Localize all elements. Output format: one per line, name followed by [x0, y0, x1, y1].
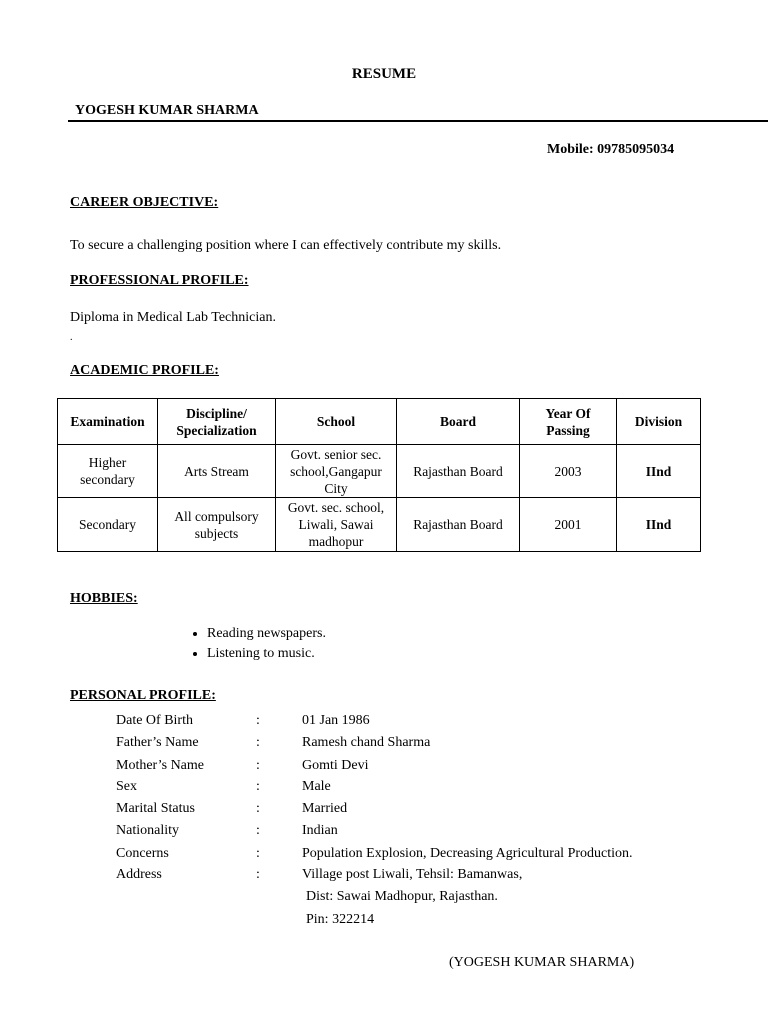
personal-label: Nationality	[116, 823, 179, 838]
hobbies-heading: HOBBIES:	[70, 591, 138, 606]
personal-colon: :	[256, 823, 260, 838]
personal-colon: :	[256, 735, 260, 750]
table-row	[58, 445, 701, 498]
personal-colon: :	[256, 801, 260, 816]
personal-value: Indian	[302, 823, 338, 838]
name-divider	[68, 120, 768, 122]
personal-label: Concerns	[116, 846, 169, 861]
table-header-cell: Year Of Passing	[520, 399, 617, 445]
table-header-cell: Division	[617, 399, 701, 445]
personal-value: 01 Jan 1986	[302, 713, 370, 728]
personal-value: Population Explosion, Decreasing Agricultural Production.	[302, 846, 633, 861]
table-cell: IInd	[617, 498, 701, 552]
list-item: • Reading newspapers.	[207, 624, 326, 644]
table-header-cell: Discipline/ Specialization	[158, 399, 276, 445]
career-objective-heading: CAREER OBJECTIVE:	[70, 195, 219, 210]
personal-value: Male	[302, 779, 331, 794]
personal-value: Married	[302, 801, 348, 816]
personal-label: Date Of Birth	[116, 713, 193, 728]
list-item: • Listening to music.	[207, 644, 326, 664]
hobbies-list	[187, 624, 326, 664]
table-cell: Rajasthan Board	[397, 498, 520, 552]
table-header-cell: Examination	[58, 399, 158, 445]
personal-value: Village post Liwali, Tehsil: Bamanwas,	[302, 867, 523, 882]
table-cell: IInd	[617, 445, 701, 498]
academic-table	[57, 398, 701, 552]
table-cell: 2001	[520, 498, 617, 552]
personal-label: Mother’s Name	[116, 758, 204, 773]
address-line-2: Dist: Sawai Madhopur, Rajasthan.	[306, 889, 498, 904]
page-title: RESUME	[351, 66, 417, 82]
mobile-number: Mobile: 09785095034	[547, 142, 675, 157]
table-header-cell: School	[276, 399, 397, 445]
career-objective-text: To secure a challenging position where I can effectively contribute my skills.	[70, 238, 502, 253]
table-cell: Secondary	[58, 498, 158, 552]
table-row	[58, 498, 701, 552]
table-cell: Rajasthan Board	[397, 445, 520, 498]
academic-profile-heading: ACADEMIC PROFILE:	[70, 363, 219, 378]
professional-profile-text: Diploma in Medical Lab Technician.	[70, 310, 276, 325]
personal-colon: :	[256, 713, 260, 728]
table-cell: Govt. sec. school, Liwali, Sawai madhopur	[276, 498, 397, 552]
personal-label: Marital Status	[116, 801, 195, 816]
signature: (YOGESH KUMAR SHARMA)	[449, 955, 635, 970]
personal-value: Gomti Devi	[302, 758, 369, 773]
personal-colon: :	[256, 867, 260, 882]
table-header-row	[58, 399, 701, 445]
personal-profile-heading: PERSONAL PROFILE:	[70, 688, 216, 703]
personal-label: Address	[116, 867, 162, 882]
personal-colon: :	[256, 758, 260, 773]
personal-colon: :	[256, 846, 260, 861]
table-header-cell: Board	[397, 399, 520, 445]
stray-dot: .	[70, 332, 73, 343]
table-cell: All compulsory subjects	[158, 498, 276, 552]
personal-label: Father’s Name	[116, 735, 199, 750]
professional-profile-heading: PROFESSIONAL PROFILE:	[70, 273, 249, 288]
table-cell: Arts Stream	[158, 445, 276, 498]
table-cell: Govt. senior sec. school,Gangapur City	[276, 445, 397, 498]
personal-colon: :	[256, 779, 260, 794]
personal-label: Sex	[116, 779, 137, 794]
address-line-3: Pin: 322214	[306, 912, 375, 927]
table-cell: Higher secondary	[58, 445, 158, 498]
table-cell: 2003	[520, 445, 617, 498]
candidate-name: YOGESH KUMAR SHARMA	[75, 103, 259, 118]
personal-value: Ramesh chand Sharma	[302, 735, 431, 750]
